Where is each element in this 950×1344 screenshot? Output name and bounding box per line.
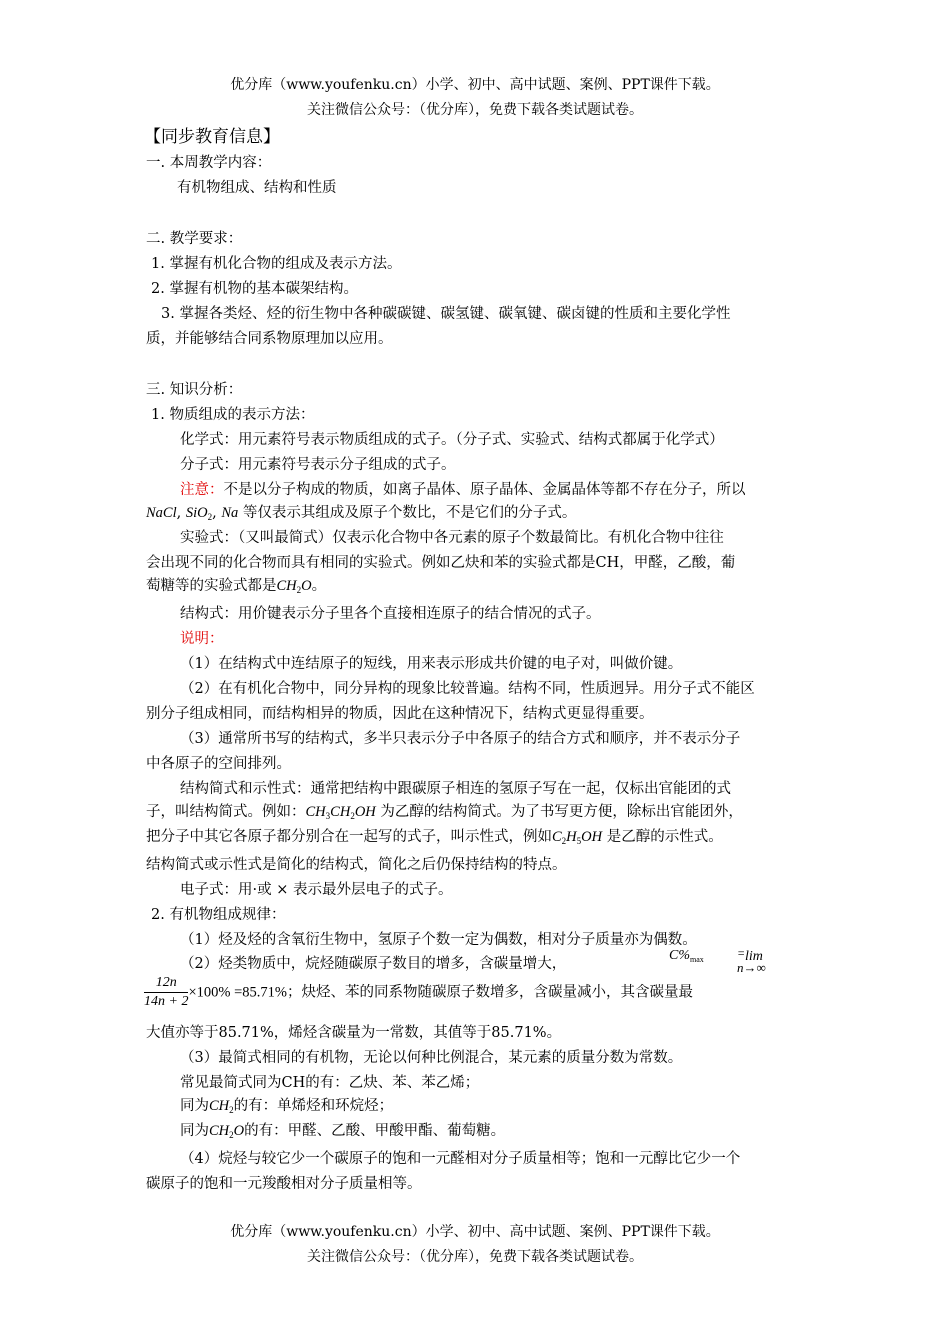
requirement-3-line-1: 3. 掌握各类烃、烃的衍生物中各种碳碳键、碳氢键、碳氧键、碳卤键的性质和主要化学性: [161, 306, 731, 322]
rule-2-line-3: 大值亦等于85.71%，烯烃含碳量为一常数，其值等于85.71%。: [146, 1025, 562, 1041]
rule-4-line-2: 碳原子的饱和一元羧酸相对分子质量相等。: [146, 1176, 422, 1192]
note-line-1: [180, 480, 746, 500]
explanation-2-line-1: （2）在有机化合物中，同分异构的现象比较普遍。结构不同，性质迥异。用分子式不能区: [180, 681, 755, 697]
header-line-2: 关注微信公众号：（优分库），免费下载各类试题试卷。: [307, 102, 643, 118]
formula-sio2: SiO$_2$: [185, 505, 213, 522]
header-line-1: 优分库（www.youfenku.cn）小学、初中、高中试题、案例、PPT课件下载。: [230, 77, 720, 93]
note-text: 不是以分子构成的物质，如离子晶体、原子晶体、金属晶体等都不存在分子，所以: [223, 482, 746, 498]
footer-line-2: 关注微信公众号：（优分库），免费下载各类试题试卷。: [307, 1249, 643, 1265]
molecular-formula-def: 分子式：用元素符号表示分子组成的式子。: [180, 457, 456, 473]
simplified-line-1: 结构简式和示性式：通常把结构中跟碳原子相连的氢原子写在一起，仅标出官能团的式: [180, 781, 731, 797]
explanation-3-line-1: （3）通常所书写的结构式，多半只表示分子中各原子的结合方式和顺序，并不表示分子: [180, 731, 741, 747]
formula-ch2-list: 同为$CH_2$的有：单烯烃和环烷烃；: [180, 1098, 394, 1115]
formula-ch2o-list: 同为$CH_2O$的有：甲醛、乙酸、甲酸甲酯、葡萄糖。: [180, 1123, 506, 1140]
carbon-fraction: $\frac{12n}{14n + 2}$: [144, 975, 189, 1009]
limit-equals: =: [737, 946, 746, 960]
explanation-3-line-2: 中各原子的空间排列。: [146, 756, 291, 772]
section-1-heading: 一. 本周教学内容：: [146, 155, 272, 171]
requirement-2: 2. 掌握有机物的基本碳架结构。: [151, 281, 358, 297]
point-2-heading: 2. 有机物组成规律：: [151, 907, 286, 923]
requirement-3-line-2: 质，并能够结合同系物原理加以应用。: [146, 331, 393, 347]
carbon-percent-max: $C\%_{max}$: [669, 948, 704, 964]
chemical-formula-def: 化学式：用元素符号表示物质组成的式子。（分子式、实验式、结构式都属于化学式）: [180, 432, 724, 448]
section-2-heading: 二. 教学要求：: [146, 231, 243, 247]
simplified-line-4: 结构简式或示性式是简化的结构式，简化之后仍保持结构的特点。: [146, 857, 567, 873]
empirical-line-1: 实验式：（又叫最简式）仅表示化合物中各元素的原子个数最简比。有机化合物中往往: [180, 530, 724, 546]
formula-nacl: NaCl: [146, 505, 177, 521]
explanation-1: （1）在结构式中连结原子的短线，用来表示形成共价键的电子对，叫做价键。: [180, 656, 683, 672]
section-1-body: 有机物组成、结构和性质: [177, 180, 337, 196]
empirical-line-2: 会出现不同的化合物而具有相同的实验式。例如乙炔和苯的实验式都是CH，甲醛，乙酸，葡: [146, 555, 736, 571]
structural-formula-def: 结构式：用价键表示分子里各个直接相连原子的结合情况的式子。: [180, 606, 601, 622]
point-1-heading: 1. 物质组成的表示方法：: [151, 407, 315, 423]
limit-lim: lim: [745, 949, 763, 964]
explanation-2-line-2: 别分子组成相同，而结构相异的物质，因此在这种情况下，结构式更显得重要。: [146, 706, 654, 722]
rule-3: （3）最简式相同的有机物，无论以何种比例混合，某元素的质量分数为常数。: [180, 1050, 683, 1066]
rule-1: （1）烃及烃的含氧衍生物中，氢原子个数一定为偶数，相对分子质量亦为偶数。: [180, 932, 697, 948]
rule-2-line-2: $\frac{12n}{14n + 2}$ ×100% =85.71%；炔烃、苯的同系物随碳原子数增多，含碳量减小，其含碳量最: [144, 975, 693, 1009]
simplified-line-2: 子，叫结构简式。例如：$CH_3CH_2OH$ 为乙醇的结构简式。为了书写更方便，除标出官能团外，: [146, 804, 743, 821]
explanation-label: 说明：: [180, 631, 224, 647]
formula-c2h5oh: $C_2H_5OH$: [552, 829, 603, 846]
simplified-line-3: 把分子中其它各原子都分别合在一起写的式子，叫示性式，例如$C_2H_5OH$ 是乙醇的示性式。: [146, 829, 723, 846]
footer-line-1: 优分库（www.youfenku.cn）小学、初中、高中试题、案例、PPT课件下载。: [230, 1224, 720, 1240]
formula-ch-list: 常见最简式同为CH的有：乙炔、苯、苯乙烯；: [180, 1075, 480, 1091]
formula-ch2o: $CH_2O$: [276, 578, 312, 595]
note-line-2-text: 等仅表示其组成及原子个数比，不是它们的分子式。: [242, 505, 577, 521]
requirement-1: 1. 掌握有机化合物的组成及表示方法。: [151, 256, 402, 272]
rule-2-line-1: （2）烃类物质中，烷烃随碳原子数目的增多，含碳量增大，: [180, 956, 567, 972]
electron-formula-def: 电子式：用·或 × 表示最外层电子的式子。: [180, 882, 453, 898]
section-3-heading: 三. 知识分析：: [146, 382, 243, 398]
formula-na: Na: [221, 505, 239, 521]
limit-subscript: n→∞: [737, 960, 766, 975]
doc-title: 【同步教育信息】: [144, 127, 280, 147]
formula-ch3ch2oh: $CH_3CH_2OH$: [305, 804, 376, 821]
note-label: 注意：: [180, 482, 224, 498]
empirical-line-3: 萄糖等的实验式都是$CH_2O$。: [146, 578, 327, 595]
rule-4-line-1: （4）烷烃与较它少一个碳原子的饱和一元醛相对分子质量相等；饱和一元醇比它少一个: [180, 1151, 741, 1167]
note-line-2: NaCl, SiO$_2$, Na 等仅表示其组成及原子个数比，不是它们的分子式。: [146, 505, 577, 522]
